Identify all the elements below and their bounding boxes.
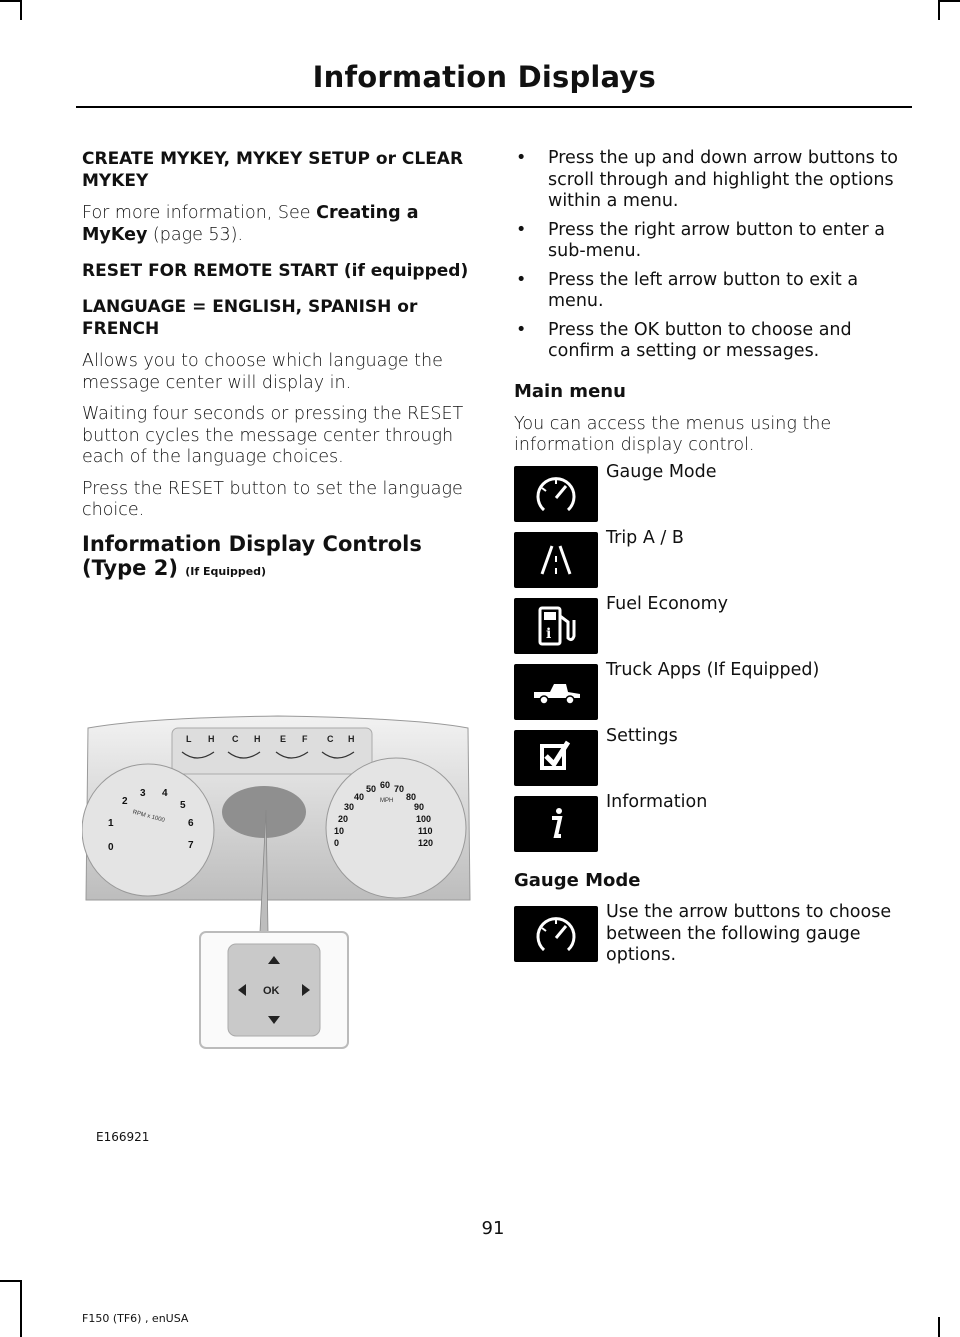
- center-display: [222, 786, 306, 838]
- heading-gauge-mode: Gauge Mode: [514, 870, 641, 891]
- crop-mark: [20, 1280, 22, 1337]
- heading-controls-text: Information Display Controls (Type 2): [82, 531, 422, 580]
- tach-tick: 3: [140, 788, 146, 799]
- bullet-item: • Press the OK button to choose and confirm a setting or messages.: [514, 320, 908, 363]
- menu-item-gauge-mode: [514, 462, 908, 526]
- tach-tick: 4: [162, 788, 168, 799]
- speedometer-dial: [326, 758, 466, 898]
- info-icon: [514, 796, 598, 852]
- crop-mark: [938, 0, 940, 20]
- bullet-item: • Press the left arrow button to exit a menu.: [514, 270, 908, 313]
- menu-item-label: Settings: [606, 726, 678, 746]
- tach-tick: 7: [188, 840, 194, 851]
- speed-tick: 100: [416, 814, 432, 824]
- heading-controls-small: (If Equipped): [185, 564, 267, 578]
- heading-remote-start: RESET FOR REMOTE START (if equipped): [82, 261, 469, 281]
- crop-mark: [20, 0, 22, 20]
- gauge-mode-description: [514, 902, 908, 976]
- temp-gauge-strip: [172, 728, 372, 774]
- mykey-text-pre: For more information, See: [82, 203, 317, 223]
- fuel-pump-icon: [514, 598, 598, 654]
- header-rule: [76, 106, 912, 108]
- trip-road-icon: [514, 532, 598, 588]
- page-header-title: Information Displays: [312, 60, 656, 94]
- tachometer-dial: [82, 764, 214, 896]
- speed-unit: MPH: [380, 798, 394, 804]
- bullet-item: • Press the right arrow button to enter a sub-menu.: [514, 220, 908, 263]
- paragraph-language-3: Press the RESET button to set the language choice.: [82, 478, 463, 520]
- speed-tick: 50: [366, 784, 377, 794]
- menu-item-label: Trip A / B: [606, 528, 684, 548]
- menu-item-information: [514, 792, 908, 856]
- menu-item-label: Gauge Mode: [606, 462, 717, 482]
- paragraph-language-1: Allows you to choose which language the message center will display in.: [82, 351, 443, 393]
- menu-item-trip: [514, 528, 908, 592]
- right-column: [514, 148, 908, 467]
- temp-label: E: [280, 734, 287, 744]
- menu-item-label: Truck Apps (If Equipped): [606, 660, 820, 680]
- temp-label: C: [232, 734, 239, 744]
- menu-item-settings: [514, 726, 908, 790]
- tach-tick: 2: [122, 796, 128, 807]
- left-column: [82, 148, 474, 584]
- ok-button-label: OK: [263, 985, 280, 997]
- temp-label: H: [348, 734, 355, 744]
- gauge-icon: [514, 466, 598, 522]
- temp-label: H: [254, 734, 261, 744]
- page-number: 91: [481, 1218, 505, 1239]
- menu-item-truck-apps: [514, 660, 908, 724]
- speed-tick: 20: [338, 814, 349, 824]
- crop-mark: [0, 1280, 20, 1282]
- speed-tick: 110: [418, 826, 433, 836]
- heading-controls: [82, 532, 474, 584]
- speed-tick: 70: [394, 784, 405, 794]
- menu-item-label: Information: [606, 792, 708, 812]
- temp-label: C: [327, 734, 334, 744]
- crop-mark: [938, 1317, 940, 1337]
- crop-mark: [940, 0, 960, 2]
- mykey-link[interactable]: Creating a MyKey: [82, 203, 419, 245]
- heading-mykey: CREATE MYKEY, MYKEY SETUP or CLEAR MYKEY: [82, 149, 464, 191]
- menu-item-fuel-economy: [514, 594, 908, 658]
- gauge-mode-text: Use the arrow buttons to choose between the following gauge options.: [606, 902, 892, 965]
- svg-text:i: i: [546, 626, 552, 642]
- paragraph-mykey: [82, 203, 474, 246]
- tach-tick: 5: [180, 800, 186, 811]
- instrument-cluster-illustration: [82, 700, 474, 1150]
- heading-language: LANGUAGE = ENGLISH, SPANISH or FRENCH: [82, 297, 418, 339]
- menu-item-label: Fuel Economy: [606, 594, 728, 614]
- bullet-item: • Press the up and down arrow buttons to scroll through and highlight the options within a menu.: [514, 148, 908, 213]
- paragraph-language-2: Waiting four seconds or pressing the RESET button cycles the message center through each of the language choices.: [82, 404, 464, 467]
- speed-tick: 0: [334, 838, 340, 848]
- speed-tick: 90: [414, 802, 425, 812]
- document-id: F150 (TF6) , enUSA: [82, 1312, 189, 1325]
- speed-tick: 30: [344, 802, 355, 812]
- truck-icon: [514, 664, 598, 720]
- checkbox-icon: [514, 730, 598, 786]
- gauge-icon: [514, 906, 598, 962]
- heading-main-menu: Main menu: [514, 380, 626, 402]
- paragraph-main-menu: You can access the menus using the information display control.: [514, 413, 832, 455]
- temp-label: L: [186, 734, 192, 744]
- tach-tick: 6: [188, 818, 194, 829]
- speed-tick: 60: [380, 780, 391, 790]
- speed-tick: 80: [406, 792, 417, 802]
- tach-tick: 1: [108, 818, 114, 829]
- speed-tick: 120: [418, 838, 434, 848]
- temp-label: H: [208, 734, 215, 744]
- tach-unit: RPM x 1000: [131, 809, 166, 824]
- speed-tick: 10: [334, 826, 345, 836]
- mykey-text-post: (page 53).: [147, 224, 244, 245]
- temp-label: F: [302, 734, 308, 744]
- speed-tick: 40: [354, 792, 365, 802]
- crop-mark: [0, 0, 20, 2]
- figure-code: E166921: [96, 1130, 150, 1144]
- tach-tick: 0: [108, 842, 114, 853]
